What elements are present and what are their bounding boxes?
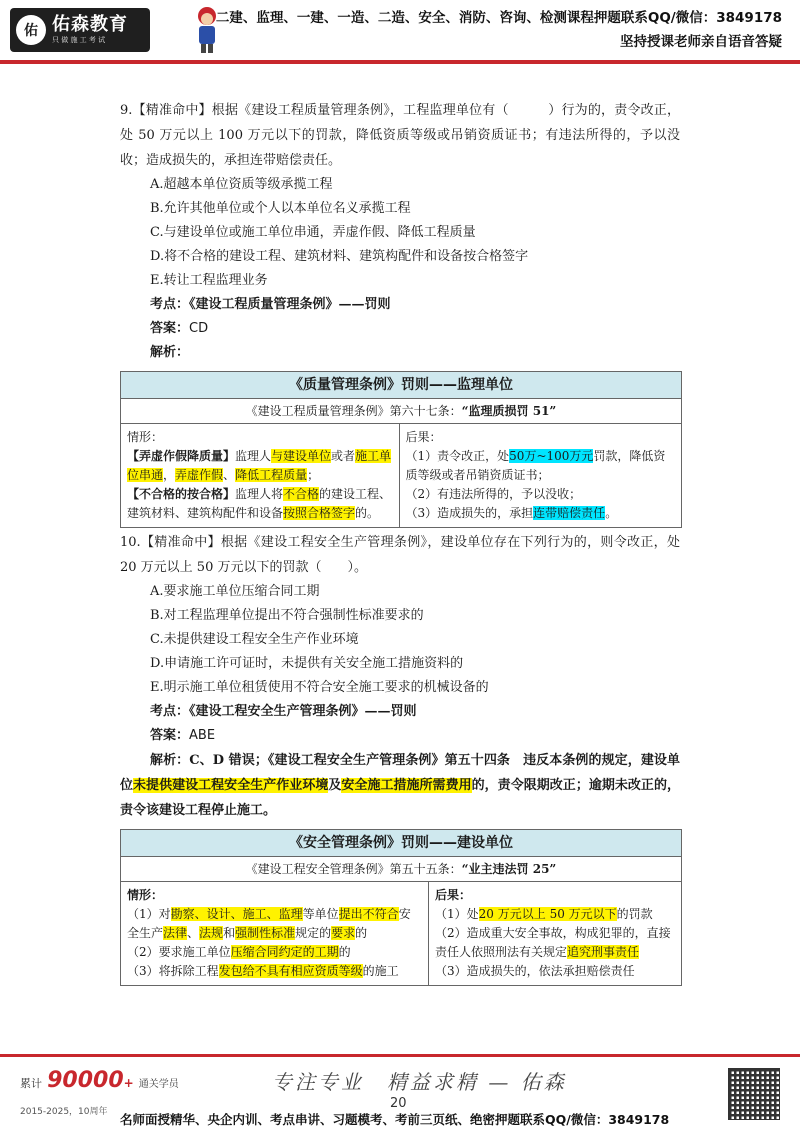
table1-right-head: 后果： bbox=[405, 430, 442, 444]
question-9-stem: 9.【精准命中】根据《建设工程质量管理条例》，工程监理单位有（ ）行为的，责令改正，处 50 万元以上 100 万元以下的罚款，降低资质等级或吊销资质证书；有违法所得的，予以没收；造成损失的，承担连带赔偿责任。 bbox=[120, 103, 680, 168]
footer-slogan: 名师面授精华、央企内训、考点串讲、习题模考、考前三页纸、绝密押题联系QQ/微信：3849178 bbox=[120, 1112, 670, 1127]
table2-situation-3: （3）将拆除工程发包给不具有相应资质等级的施工 bbox=[127, 964, 399, 978]
reference-table-supervision bbox=[120, 371, 682, 528]
table2-consequence-1: （1）处20 万元以上 50 万元以下的罚款 bbox=[435, 907, 653, 921]
q10-option-a: A.要求施工单位压缩合同工期 bbox=[150, 584, 320, 599]
q9-option-c: C.与建设单位或施工单位串通，弄虚作假、降低工程质量 bbox=[150, 225, 476, 240]
q10-kaodian: 考点：《建设工程安全生产管理条例》——罚则 bbox=[150, 704, 417, 719]
table1-subtitle: 《建设工程质量管理条例》第六十七条：“监理质损罚 51” bbox=[121, 399, 681, 424]
table2-subtitle: 《建设工程安全管理条例》第五十五条：“业主违法罚 25” bbox=[121, 857, 681, 882]
question-10-stem: 10.【精准命中】根据《建设工程安全生产管理条例》，建设单位存在下列行为的，则令改正，处 20 万元以上 50 万元以下的罚款（ ）。 bbox=[120, 535, 680, 575]
page-header bbox=[0, 0, 800, 62]
q10-option-d: D.申请施工许可证时，未提供有关安全施工措施资料的 bbox=[150, 656, 464, 671]
q10-answer: 答案：ABE bbox=[150, 728, 216, 743]
table2-left-head: 情形： bbox=[127, 888, 164, 902]
q9-kaodian: 考点：《建设工程质量管理条例》——罚则 bbox=[150, 297, 391, 312]
table1-consequence-3: （3）造成损失的，承担连带赔偿责任。 bbox=[405, 506, 618, 520]
header-tagline: 坚持授课老师亲自语音答疑 bbox=[620, 34, 782, 50]
table1-consequence-1: （1）责令改正，处50万~100万元罚款，降低资质等级或者吊销资质证书； bbox=[405, 449, 666, 482]
brand-logo bbox=[10, 8, 150, 52]
table1-title: 《质量管理条例》罚则——监理单位 bbox=[121, 372, 681, 399]
q10-option-c: C.未提供建设工程安全生产作业环境 bbox=[150, 632, 359, 647]
table1-body bbox=[121, 424, 681, 527]
table1-situations bbox=[121, 424, 399, 527]
page-content bbox=[120, 98, 680, 986]
table1-situation-2: 【不合格的按合格】监理人将不合格的建设工程、建筑材料、建筑构配件和设备按照合格签字的。 bbox=[127, 487, 392, 520]
table2-situation-2: （2）要求施工单位压缩合同约定的工期的 bbox=[127, 945, 351, 959]
logo-name: 佑森教育 bbox=[52, 14, 128, 35]
footer-signature: 专注专业 精益求精 — 佑森 bbox=[272, 1070, 567, 1094]
logo-text bbox=[52, 15, 128, 45]
logo-mark-icon: 佑 bbox=[16, 15, 46, 45]
q9-option-a: A.超越本单位资质等级承揽工程 bbox=[150, 177, 333, 192]
student-count: 累计 90000+ 通关学员 bbox=[20, 1068, 179, 1093]
q9-answer: 答案：CD bbox=[150, 321, 209, 336]
years-badge: 2015-2025，10周年 bbox=[20, 1107, 108, 1117]
table1-consequence-2: （2）有违法所得的，予以没收； bbox=[405, 487, 582, 501]
table2-consequence-3: （3）造成损失的，依法承担赔偿责任 bbox=[435, 964, 635, 978]
q9-jiexi-label: 解析： bbox=[150, 345, 190, 360]
table2-body bbox=[121, 882, 681, 985]
q10-option-b: B.对工程监理单位提出不符合强制性标准要求的 bbox=[150, 608, 424, 623]
table2-situations bbox=[121, 882, 428, 985]
table1-situation-1: 【弄虚作假降质量】监理人与建设单位或者施工单位串通，弄虚作假、降低工程质量； bbox=[127, 449, 392, 482]
qr-code-icon bbox=[728, 1068, 780, 1120]
q9-option-e: E.转让工程监理业务 bbox=[150, 273, 268, 288]
q10-jiexi: 解析：C、D 错误；《建设工程安全生产管理条例》第五十四条 违反本条例的规定，建设单位未提供建设工程安全生产作业环境及安全施工措施所需费用的，责令限期改正；逾期未改正的，责令该建设工程停止施工。 bbox=[120, 753, 680, 818]
q9-option-d: D.将不合格的建设工程、建筑材料、建筑构配件和设备按合格签字 bbox=[150, 249, 529, 264]
header-contact-line: 二建、监理、一建、一造、二造、安全、消防、咨询、检测课程押题联系QQ/微信：3849178 bbox=[215, 10, 782, 26]
page-number: 20 bbox=[390, 1096, 407, 1111]
table2-right-head: 后果： bbox=[435, 888, 472, 902]
q10-option-e: E.明示施工单位租赁使用不符合安全施工要求的机械设备的 bbox=[150, 680, 489, 695]
footer-rule bbox=[0, 1054, 800, 1057]
q9-option-b: B.允许其他单位或个人以本单位名义承揽工程 bbox=[150, 201, 411, 216]
table2-situation-1: （1）对勘察、设计、施工、监理等单位提出不符合安全生产法律、法规和强制性标准规定的要求的 bbox=[127, 907, 411, 940]
logo-subtitle: 只 做 施 工 考 试 bbox=[52, 36, 106, 44]
page-footer bbox=[0, 1048, 800, 1132]
reference-table-owner bbox=[120, 829, 682, 986]
table1-left-head: 情形： bbox=[127, 430, 164, 444]
table2-consequences bbox=[428, 882, 681, 985]
table1-consequences bbox=[399, 424, 681, 527]
table2-consequence-2: （2）造成重大安全事故，构成犯罪的，直接责任人依照刑法有关规定追究刑事责任 bbox=[435, 926, 671, 959]
header-rule bbox=[0, 60, 800, 64]
table2-title: 《安全管理条例》罚则——建设单位 bbox=[121, 830, 681, 857]
